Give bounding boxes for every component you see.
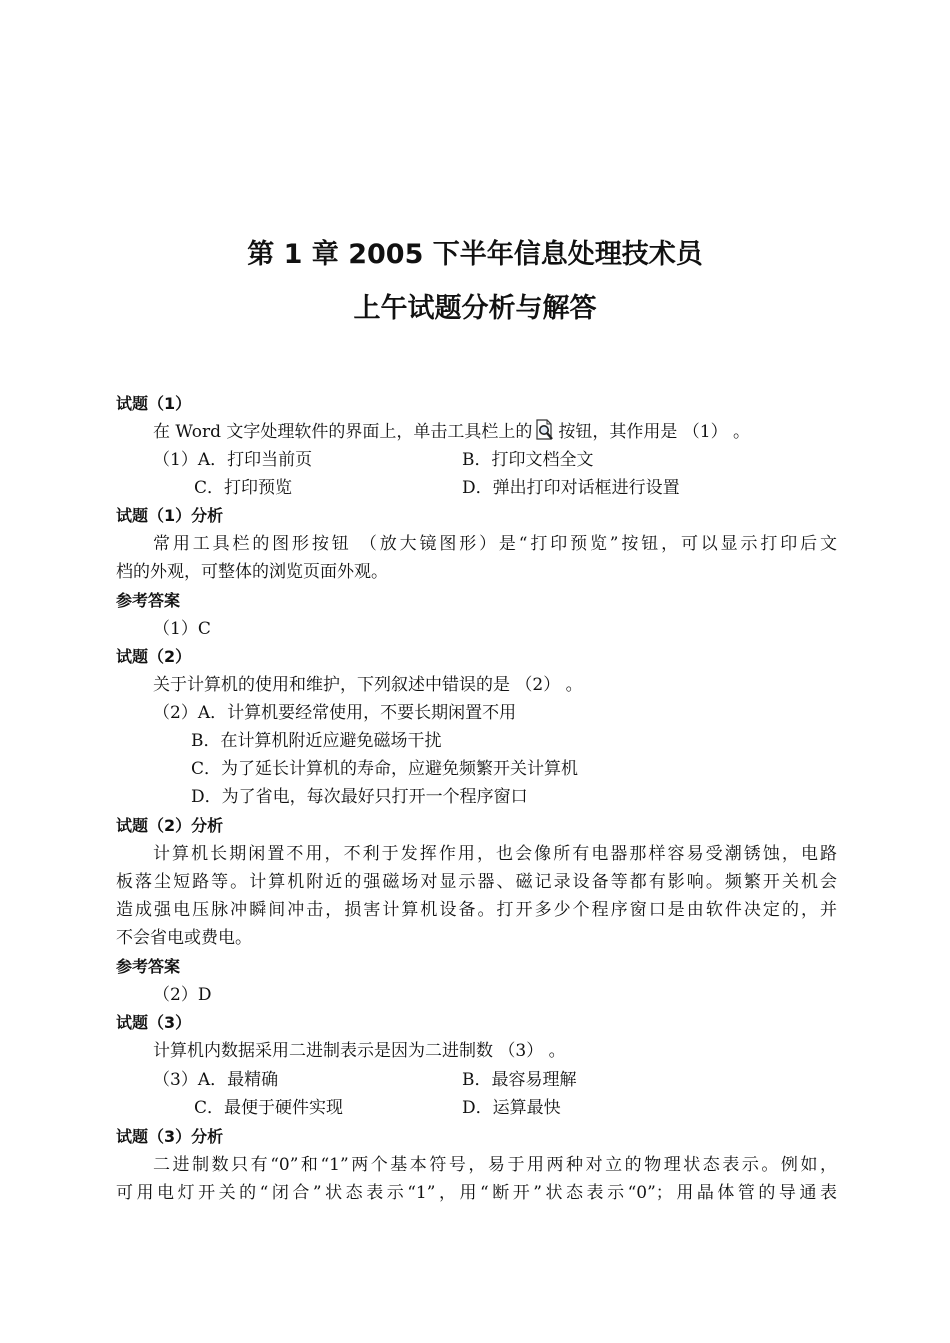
q1-analysis-heading: 试题（1）分析 bbox=[116, 506, 224, 525]
q2-answer-heading: 参考答案 bbox=[116, 957, 181, 976]
q1-option-a: （1）A．打印当前页 bbox=[153, 450, 313, 470]
q2-option-a: （2）A．计算机要经常使用，不要长期闲置不用 bbox=[153, 703, 517, 723]
q3-option-a: （3）A．最精确 bbox=[153, 1070, 279, 1090]
print-preview-magnifier-icon bbox=[534, 419, 556, 441]
q3-stem: 计算机内数据采用二进制表示是因为二进制数 （3） 。 bbox=[153, 1041, 566, 1061]
q2-heading: 试题（2） bbox=[116, 647, 192, 666]
q3-option-b: B．最容易理解 bbox=[462, 1070, 577, 1090]
q2-analysis-line2: 板落尘短路等。计算机附近的强磁场对显示器、磁记录设备等都有影响。频繁开关机会 bbox=[116, 872, 837, 892]
q2-analysis-line1: 计算机长期闲置不用，不利于发挥作用，也会像所有电器那样容易受潮锈蚀，电路 bbox=[153, 844, 837, 864]
q2-option-d: D．为了省电，每次最好只打开一个程序窗口 bbox=[191, 787, 528, 807]
chapter-title-line2: 上午试题分析与解答 bbox=[353, 293, 597, 324]
q1-answer-heading: 参考答案 bbox=[116, 591, 181, 610]
q1-stem-before: 在 Word 文字处理软件的界面上，单击工具栏上的 bbox=[153, 422, 533, 442]
chapter-title-line1: 第 1 章 2005 下半年信息处理技术员 bbox=[247, 239, 703, 270]
q2-answer: （2）D bbox=[153, 985, 212, 1005]
q1-analysis-line2: 档的外观，可整体的浏览页面外观。 bbox=[116, 562, 388, 582]
q1-answer: （1）C bbox=[153, 619, 211, 639]
q2-analysis-heading: 试题（2）分析 bbox=[116, 816, 224, 835]
q3-option-c: C．最便于硬件实现 bbox=[194, 1098, 344, 1118]
q3-option-d: D．运算最快 bbox=[462, 1098, 561, 1118]
q2-analysis-line3: 造成强电压脉冲瞬间冲击，损害计算机设备。打开多少个程序窗口是由软件决定的，并 bbox=[116, 900, 837, 920]
q1-stem-after: 按钮，其作用是 （1） 。 bbox=[558, 422, 750, 442]
q1-analysis-line1: 常用工具栏的图形按钮 （放大镜图形）是“打印预览”按钮，可以显示打印后文 bbox=[153, 534, 837, 554]
q1-option-c: C．打印预览 bbox=[194, 478, 293, 498]
q2-option-b: B．在计算机附近应避免磁场干扰 bbox=[191, 731, 442, 751]
q2-analysis-line4: 不会省电或费电。 bbox=[116, 928, 252, 948]
q3-analysis-line2: 可用电灯开关的“闭合”状态表示“1”，用“断开”状态表示“0”；用晶体管的导通表 bbox=[116, 1183, 837, 1203]
q3-heading: 试题（3） bbox=[116, 1013, 192, 1032]
q2-stem: 关于计算机的使用和维护，下列叙述中错误的是 （2） 。 bbox=[153, 675, 583, 695]
q1-heading: 试题（1） bbox=[116, 394, 192, 413]
q2-option-c: C．为了延长计算机的寿命，应避免频繁开关计算机 bbox=[191, 759, 579, 779]
q1-option-d: D．弹出打印对话框进行设置 bbox=[462, 478, 680, 498]
q1-stem bbox=[153, 418, 750, 446]
q3-analysis-line1: 二进制数只有“0”和“1”两个基本符号，易于用两种对立的物理状态表示。例如， bbox=[153, 1155, 837, 1175]
q3-analysis-heading: 试题（3）分析 bbox=[116, 1127, 224, 1146]
q1-option-b: B．打印文档全文 bbox=[462, 450, 594, 470]
